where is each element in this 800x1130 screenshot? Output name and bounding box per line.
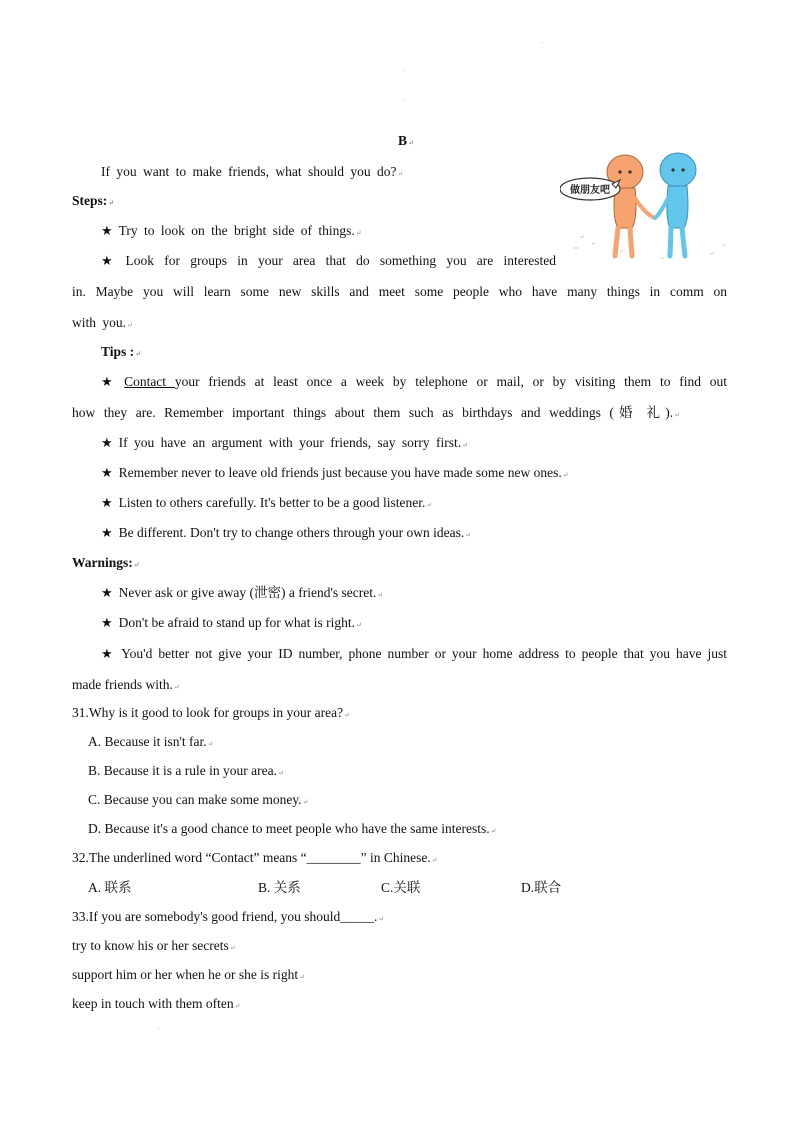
tip-item — [101, 372, 727, 393]
question-text: 31.Why is it good to look for groups in your area? — [72, 705, 344, 720]
option-item: C. Because you can make some money.↵ — [88, 792, 309, 807]
star-icon: ★ — [101, 526, 113, 541]
tip-continuation: how they are. Remember important things about them such as birthdays and weddings (婚 礼).↵ — [72, 405, 680, 420]
warning-continuation: made friends with.↵ — [72, 677, 180, 692]
tip-text: Listen to others carefully. It's better to be a good listener. — [118, 495, 426, 510]
stray-mark: ' — [158, 1028, 160, 1034]
option-text: D. Because it's a good chance to meet people who have the same interests. — [88, 821, 490, 836]
friends-illustration — [560, 148, 735, 273]
option-text: keep in touch with them often — [72, 996, 234, 1011]
question-31: 31.Why is it good to look for groups in your area?↵ — [72, 705, 350, 720]
option-a: A. 联系 — [88, 880, 132, 895]
tips-label-text: Tips : — [101, 344, 135, 359]
step-continuation: with you.↵ — [72, 315, 133, 330]
option-item: support him or her when he or she is right↵ — [72, 967, 305, 982]
speech-bubble-text: 做朋友吧 — [570, 185, 610, 196]
right-person-body — [667, 186, 688, 228]
intro-question: If you want to make friends, what should you do?↵ — [101, 164, 404, 179]
warning-item: ★ Never ask or give away (泄密) a friend's secret.↵ — [101, 585, 384, 601]
step-text: in. Maybe you will learn some new skills and meet some people who have many things in comm on — [72, 284, 727, 299]
right-person-head — [660, 153, 696, 187]
step-item: ★ Try to look on the bright side of things.↵ — [101, 223, 362, 239]
star-icon: ★ — [101, 616, 113, 631]
warnings-label-text: Warnings: — [72, 555, 133, 570]
star-icon: ★ — [101, 254, 120, 269]
star-icon: ★ — [101, 466, 113, 481]
star-icon: ★ — [101, 224, 113, 239]
question-text: 33.If you are somebody's good friend, you should_____. — [72, 909, 378, 924]
steps-label-text: Steps: — [72, 193, 108, 208]
tip-text: Remember never to leave old friends just because you have made some new ones. — [118, 465, 562, 480]
star-icon: ★ — [101, 647, 116, 662]
friends-illustration-svg — [560, 148, 735, 273]
step-text: Try to look on the bright side of things. — [118, 223, 355, 238]
intro-text: If you want to make friends, what should you do? — [101, 164, 397, 179]
step-continuation — [72, 282, 727, 302]
option-text: try to know his or her secrets — [72, 938, 229, 953]
tip-item: ★ Listen to others carefully. It's better to be a good listener.↵ — [101, 495, 433, 511]
warning-item: ★ Don't be afraid to stand up for what is right.↵ — [101, 615, 362, 631]
stray-mark: ' — [542, 42, 544, 48]
tip-item: ★ If you have an argument with your friends, say sorry first.↵ — [101, 435, 468, 451]
option-item: try to know his or her secrets↵ — [72, 938, 236, 953]
step-item — [101, 251, 556, 272]
section-heading-text: B — [398, 133, 408, 148]
tip-text: If you have an argument with your friends, say sorry first. — [118, 435, 462, 450]
step-text: Look for groups in your area that do something you are interested — [125, 253, 556, 268]
option-c: C.关联 — [381, 880, 421, 895]
warning-text: Never ask or give away (泄密) a friend's secret. — [118, 585, 377, 600]
section-heading: B↵ — [398, 133, 414, 148]
right-person-arm — [655, 198, 668, 218]
question-32: 32.The underlined word “Contact” means “________” in Chinese.↵ — [72, 850, 438, 865]
option-item: A. Because it isn't far.↵ — [88, 734, 214, 749]
star-icon: ★ — [101, 375, 119, 390]
right-person-legs — [670, 228, 685, 256]
warning-text: made friends with. — [72, 677, 173, 692]
warning-text: You'd better not give your ID number, phone number or your home address to people that you have just — [121, 646, 727, 661]
star-icon: ★ — [101, 586, 113, 601]
star-icon: ★ — [101, 496, 113, 511]
step-text: with you. — [72, 315, 127, 330]
option-text: A. Because it isn't far. — [88, 734, 207, 749]
tip-item: ★ Be different. Don't try to change others through your own ideas.↵ — [101, 525, 472, 541]
left-person-legs — [615, 228, 632, 256]
tip-text: how they are. Remember important things about them such as birthdays and weddings (婚 礼). — [72, 405, 674, 420]
tips-label: Tips :↵ — [101, 344, 142, 359]
warning-item — [101, 644, 727, 665]
option-item: keep in touch with them often↵ — [72, 996, 241, 1011]
option-b: B. 关系 — [258, 880, 301, 895]
tip-item: ★ Remember never to leave old friends just because you have made some new ones.↵ — [101, 465, 569, 481]
warnings-label: Warnings:↵ — [72, 555, 140, 570]
tip-text: your friends at least once a week by telephone or mail, or by visiting them to find out — [174, 374, 727, 389]
option-text: support him or her when he or she is right — [72, 967, 299, 982]
option-text: B. Because it is a rule in your area. — [88, 763, 277, 778]
stray-mark: ' — [403, 70, 405, 76]
left-person-arm — [635, 198, 655, 218]
question-33: 33.If you are somebody's good friend, you should_____.↵ — [72, 909, 385, 924]
option-text: C. Because you can make some money. — [88, 792, 302, 807]
question-text: 32.The underlined word “Contact” means “________” in Chinese. — [72, 850, 431, 865]
warning-text: Don't be afraid to stand up for what is right. — [118, 615, 356, 630]
option-d: D.联合 — [521, 880, 562, 895]
tip-text: Be different. Don't try to change others through your own ideas. — [118, 525, 465, 540]
stray-mark: ' — [403, 99, 405, 105]
star-icon: ★ — [101, 436, 113, 451]
steps-label: Steps:↵ — [72, 193, 115, 208]
option-item: B. Because it is a rule in your area.↵ — [88, 763, 284, 778]
option-item: D. Because it's a good chance to meet people who have the same interests.↵ — [88, 821, 497, 836]
underlined-word: Contact — [124, 374, 175, 389]
